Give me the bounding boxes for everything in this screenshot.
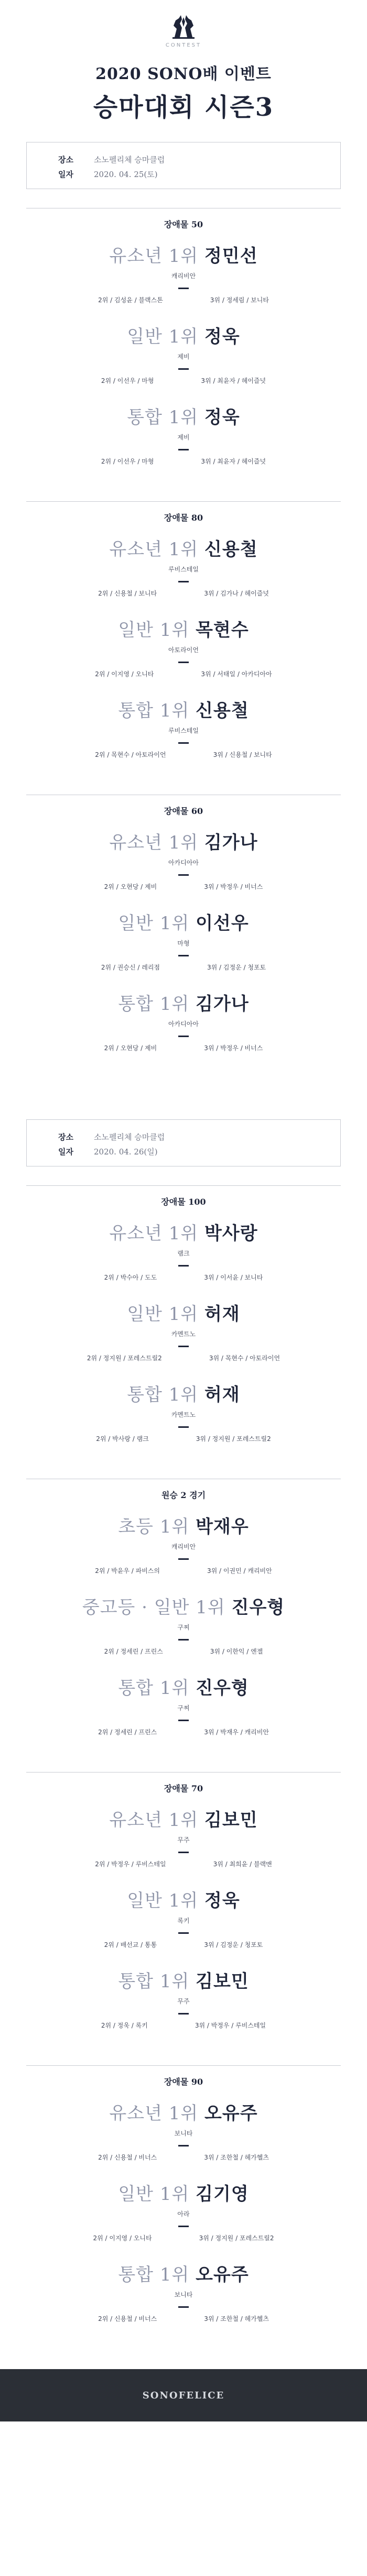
runner-ups <box>26 882 341 891</box>
divider-dash <box>178 1426 189 1428</box>
third-place: 3위 / 김정운 / 청포토 <box>207 964 266 971</box>
contest-logo <box>0 0 367 51</box>
award-heading <box>26 1380 341 1406</box>
award-rank: 통합 1위 <box>127 1384 199 1405</box>
third-place: 3위 / 최윤자 / 헤이즐넛 <box>201 377 266 384</box>
third-place: 3위 / 박재우 / 캐리비안 <box>204 1729 269 1736</box>
second-place: 2위 / 정욱 / 록키 <box>101 2022 148 2029</box>
day1-divisions <box>0 208 367 1088</box>
third-place: 3위 / 이서윤 / 보니타 <box>204 1274 263 1281</box>
award-heading <box>26 1674 341 1699</box>
award-entry <box>26 241 341 304</box>
winner-horse: 캐리비안 <box>171 1543 196 1550</box>
division-title: 장애물 60 <box>164 806 203 816</box>
runner-ups <box>26 669 341 678</box>
winner-name: 김기영 <box>196 2184 249 2205</box>
day2-divisions <box>0 1185 367 2359</box>
date-label: 일자 <box>58 169 73 179</box>
divider-dash <box>178 1036 189 1037</box>
award-entry <box>26 403 341 466</box>
main-title: 승마대회 시즌3 <box>93 93 274 122</box>
second-place: 2위 / 배선교 / 통통 <box>104 1941 157 1948</box>
runner-ups <box>26 1727 341 1736</box>
award-heading <box>26 1219 341 1245</box>
division-block <box>26 1479 341 1772</box>
third-place: 3위 / 박정우 / 비너스 <box>204 1044 263 1052</box>
award-entry <box>26 828 341 891</box>
award-heading <box>26 1300 341 1325</box>
runner-ups <box>26 1940 341 1949</box>
divider-dash <box>178 2013 189 2014</box>
logo-caption: CONTEST <box>165 42 202 48</box>
award-heading <box>26 2179 341 2205</box>
second-place: 2위 / 오현당 / 제비 <box>104 1044 157 1052</box>
award-rank: 통합 1위 <box>118 2264 190 2285</box>
runner-ups <box>26 1273 341 1282</box>
winner-name: 김가나 <box>196 994 249 1015</box>
runner-ups <box>26 1043 341 1052</box>
award-heading <box>26 696 341 722</box>
second-place: 2위 / 신용철 / 비너스 <box>98 2315 157 2322</box>
footer-logo: SONOFELICE <box>142 2390 225 2401</box>
divider-dash <box>178 368 189 370</box>
award-entry <box>26 1806 341 1868</box>
divider-dash <box>178 955 189 956</box>
award-entry <box>26 1674 341 1736</box>
award-heading <box>26 241 341 267</box>
runner-ups <box>26 2314 341 2323</box>
award-entry <box>26 1380 341 1443</box>
award-entry <box>26 322 341 385</box>
runner-ups <box>26 295 341 304</box>
divider-dash <box>178 1265 189 1267</box>
second-place: 2위 / 박사랑 / 램크 <box>96 1435 149 1443</box>
award-heading <box>26 615 341 641</box>
winner-name: 목현수 <box>196 620 249 641</box>
award-rank: 유소년 1위 <box>109 832 199 853</box>
second-place: 2위 / 신용철 / 비너스 <box>98 2154 157 2161</box>
day1-info-box <box>26 142 341 189</box>
award-heading <box>26 322 341 348</box>
winner-name: 정욱 <box>204 1890 240 1911</box>
award-rank: 일반 1위 <box>118 620 190 641</box>
division-block <box>26 2065 341 2359</box>
award-rank: 유소년 1위 <box>109 1810 199 1831</box>
divider-dash <box>178 1852 189 1853</box>
award-heading <box>26 2099 341 2124</box>
winner-name: 정욱 <box>204 407 240 428</box>
third-place: 3위 / 박정우 / 비너스 <box>204 883 263 890</box>
winner-name: 김보민 <box>196 1971 249 1992</box>
runner-ups <box>26 2021 341 2030</box>
winner-horse: 캐리비안 <box>171 272 196 280</box>
award-heading <box>26 2260 341 2286</box>
third-place: 3위 / 조한철 / 헤가헬츠 <box>204 2315 269 2322</box>
award-entry <box>26 909 341 972</box>
award-entry <box>26 615 341 678</box>
winner-horse: 마형 <box>177 940 190 947</box>
third-place: 3위 / 이한익 / 엔젤 <box>210 1648 263 1655</box>
divider-dash <box>178 2145 189 2146</box>
second-place: 2위 / 정세린 / 프린스 <box>104 1648 163 1655</box>
award-heading <box>26 1806 341 1831</box>
second-place: 2위 / 박윤우 / 파비스의 <box>95 1567 160 1575</box>
divider-dash <box>178 742 189 744</box>
award-heading <box>26 1967 341 1992</box>
winner-name: 오유주 <box>204 2103 258 2124</box>
winner-name: 김가나 <box>204 832 258 853</box>
award-entry <box>26 1512 341 1575</box>
winner-name: 허재 <box>204 1384 240 1405</box>
third-place: 3위 / 박정우 / 루비스테일 <box>195 2022 266 2029</box>
winner-horse: 아카디아아 <box>168 1020 199 1028</box>
third-place: 3위 / 정지원 / 포레스트릴2 <box>199 2234 274 2242</box>
divider-dash <box>178 1346 189 1347</box>
place-row <box>58 152 340 167</box>
second-place: 2위 / 신용철 / 보니타 <box>98 590 157 597</box>
award-rank: 통합 1위 <box>118 1971 190 1992</box>
third-place: 3위 / 목현수 / 아토라이언 <box>209 1355 280 1362</box>
division-block <box>26 501 341 795</box>
winner-name: 오유주 <box>196 2264 249 2285</box>
winner-name: 김보민 <box>204 1810 258 1831</box>
winner-name: 허재 <box>204 1304 240 1325</box>
award-entry <box>26 2179 341 2242</box>
third-place: 3위 / 서태일 / 아카디아아 <box>201 670 272 678</box>
award-rank: 통합 1위 <box>118 994 190 1015</box>
winner-horse: 구찌 <box>177 1704 190 1712</box>
third-place: 3위 / 정세림 / 보니타 <box>210 296 269 304</box>
award-rank: 초등 1위 <box>118 1516 190 1537</box>
award-rank: 통합 1위 <box>127 407 199 428</box>
award-heading <box>26 535 341 560</box>
award-entry <box>26 1300 341 1362</box>
divider-dash <box>178 288 189 289</box>
third-place: 3위 / 조한철 / 헤가헬츠 <box>204 2154 269 2161</box>
division-title: 장애물 90 <box>164 2077 203 2087</box>
second-place: 2위 / 목현수 / 아토라이언 <box>95 751 166 758</box>
third-place: 3위 / 이권민 / 캐리비안 <box>207 1567 272 1575</box>
second-place: 2위 / 이선우 / 마형 <box>101 377 154 384</box>
runner-ups <box>26 2153 341 2162</box>
divider-dash <box>178 1720 189 1721</box>
footer <box>0 2369 367 2421</box>
award-rank: 일반 1위 <box>118 2184 190 2205</box>
award-heading <box>26 1593 341 1619</box>
winner-name: 진우형 <box>196 1678 249 1699</box>
winner-horse: 보니타 <box>174 2130 193 2137</box>
winner-horse: 루비스테일 <box>168 566 199 573</box>
award-entry <box>26 2099 341 2162</box>
date-value: 2020. 04. 26(일) <box>94 1147 158 1157</box>
winner-horse: 보니타 <box>174 2291 193 2298</box>
division-title: 장애물 100 <box>161 1197 206 1207</box>
divider-dash <box>178 1558 189 1560</box>
second-place: 2위 / 김성윤 / 블랙스톤 <box>98 296 163 304</box>
award-entry <box>26 1593 341 1656</box>
winner-horse: 무주 <box>177 1836 190 1844</box>
divider-dash <box>178 1932 189 1934</box>
date-label: 일자 <box>58 1147 73 1157</box>
award-rank: 유소년 1위 <box>109 2103 199 2124</box>
division-block <box>26 208 341 501</box>
second-place: 2위 / 오현당 / 제비 <box>104 883 157 890</box>
award-entry <box>26 2260 341 2323</box>
second-place: 2위 / 박수아 / 도도 <box>104 1274 157 1281</box>
winner-name: 신용철 <box>204 539 258 560</box>
division-title: 장애물 70 <box>164 1784 203 1793</box>
runner-ups <box>26 1353 341 1362</box>
division-block <box>26 795 341 1088</box>
divider-dash <box>178 874 189 876</box>
award-heading <box>26 1512 341 1538</box>
winner-horse: 제비 <box>177 353 190 360</box>
award-entry <box>26 1967 341 2030</box>
runner-ups <box>26 457 341 466</box>
place-row <box>58 1129 340 1144</box>
divider-dash <box>178 2306 189 2308</box>
runner-ups <box>26 589 341 598</box>
winner-horse: 아토라이언 <box>168 646 199 654</box>
winner-name: 박사랑 <box>204 1223 258 1244</box>
winner-horse: 제비 <box>177 434 190 441</box>
divider-dash <box>178 581 189 582</box>
runner-ups <box>26 1859 341 1868</box>
date-row <box>58 167 340 181</box>
winner-horse: 루비스테일 <box>168 727 199 734</box>
place-value: 소노펠리체 승마클럽 <box>94 1132 165 1142</box>
award-heading <box>26 909 341 934</box>
winner-horse: 카멘트노 <box>171 1330 196 1338</box>
winner-horse: 아카디아아 <box>168 859 199 866</box>
winner-name: 신용철 <box>196 700 249 721</box>
date-value: 2020. 04. 25(토) <box>94 169 158 179</box>
runner-ups <box>26 963 341 972</box>
place-label: 장소 <box>58 155 73 164</box>
award-heading <box>26 989 341 1015</box>
second-place: 2위 / 이지영 / 오니타 <box>93 2234 152 2242</box>
award-rank: 유소년 1위 <box>109 246 199 267</box>
winner-name: 박재우 <box>196 1516 249 1537</box>
runner-ups <box>26 750 341 759</box>
second-place: 2위 / 이선우 / 마형 <box>101 458 154 465</box>
divider-dash <box>178 1639 189 1641</box>
date-row <box>58 1144 340 1159</box>
runner-ups <box>26 1566 341 1575</box>
winner-horse: 무주 <box>177 1998 190 2005</box>
place-label: 장소 <box>58 1132 73 1142</box>
third-place: 3위 / 정지원 / 포레스트릴2 <box>196 1435 271 1443</box>
third-place: 3위 / 최희윤 / 블랙맨 <box>213 1861 272 1868</box>
award-heading <box>26 403 341 428</box>
division-block <box>26 1772 341 2065</box>
award-entry <box>26 535 341 598</box>
award-entry <box>26 696 341 759</box>
winner-name: 정욱 <box>204 326 240 347</box>
winner-horse: 아라 <box>177 2210 190 2218</box>
third-place: 3위 / 김정운 / 청포토 <box>204 1941 263 1948</box>
divider-dash <box>178 449 189 450</box>
division-block <box>26 1185 341 1479</box>
runner-ups <box>26 1434 341 1443</box>
award-entry <box>26 989 341 1052</box>
day2-info-box <box>26 1119 341 1166</box>
award-heading <box>26 1886 341 1912</box>
third-place: 3위 / 신용철 / 보니타 <box>213 751 272 758</box>
award-rank: 통합 1위 <box>118 1678 190 1699</box>
award-rank: 중고등 · 일반 1위 <box>82 1597 225 1618</box>
award-rank: 유소년 1위 <box>109 539 199 560</box>
second-place: 2위 / 권승신 / 레리점 <box>101 964 160 971</box>
award-rank: 통합 1위 <box>118 700 190 721</box>
runner-ups <box>26 2233 341 2242</box>
award-rank: 일반 1위 <box>127 1304 199 1325</box>
second-place: 2위 / 정세린 / 프린스 <box>98 1729 157 1736</box>
place-value: 소노펠리체 승마클럽 <box>94 155 165 164</box>
award-rank: 유소년 1위 <box>109 1223 199 1244</box>
winner-horse: 카멘트노 <box>171 1411 196 1418</box>
winner-horse: 램크 <box>177 1250 190 1257</box>
winner-horse: 록키 <box>177 1917 190 1924</box>
third-place: 3위 / 김가나 / 헤이즐넛 <box>204 590 269 597</box>
runner-ups <box>26 376 341 385</box>
division-title: 원승 2 경기 <box>161 1490 206 1500</box>
division-title: 장애물 80 <box>164 513 203 523</box>
winner-name: 진우형 <box>231 1597 285 1618</box>
second-place: 2위 / 이지영 / 오니타 <box>95 670 154 678</box>
second-place: 2위 / 정지원 / 포레스트릴2 <box>87 1355 162 1362</box>
divider-dash <box>178 662 189 663</box>
award-rank: 일반 1위 <box>118 913 190 934</box>
winner-name: 정민선 <box>204 246 258 267</box>
division-title: 장애물 50 <box>164 219 203 229</box>
runner-ups <box>26 1647 341 1656</box>
winner-name: 이선우 <box>196 913 249 934</box>
award-entry <box>26 1886 341 1949</box>
award-rank: 일반 1위 <box>127 1890 199 1911</box>
award-entry <box>26 1219 341 1282</box>
award-heading <box>26 828 341 854</box>
divider-dash <box>178 2226 189 2227</box>
second-place: 2위 / 박정우 / 루비스테일 <box>95 1861 166 1868</box>
award-rank: 일반 1위 <box>127 326 199 347</box>
third-place: 3위 / 최윤자 / 헤이즐넛 <box>201 458 266 465</box>
horse-emblem-icon <box>167 13 200 40</box>
event-title: 2020 SONO배 이벤트 <box>95 65 272 83</box>
winner-horse: 구찌 <box>177 1624 190 1631</box>
